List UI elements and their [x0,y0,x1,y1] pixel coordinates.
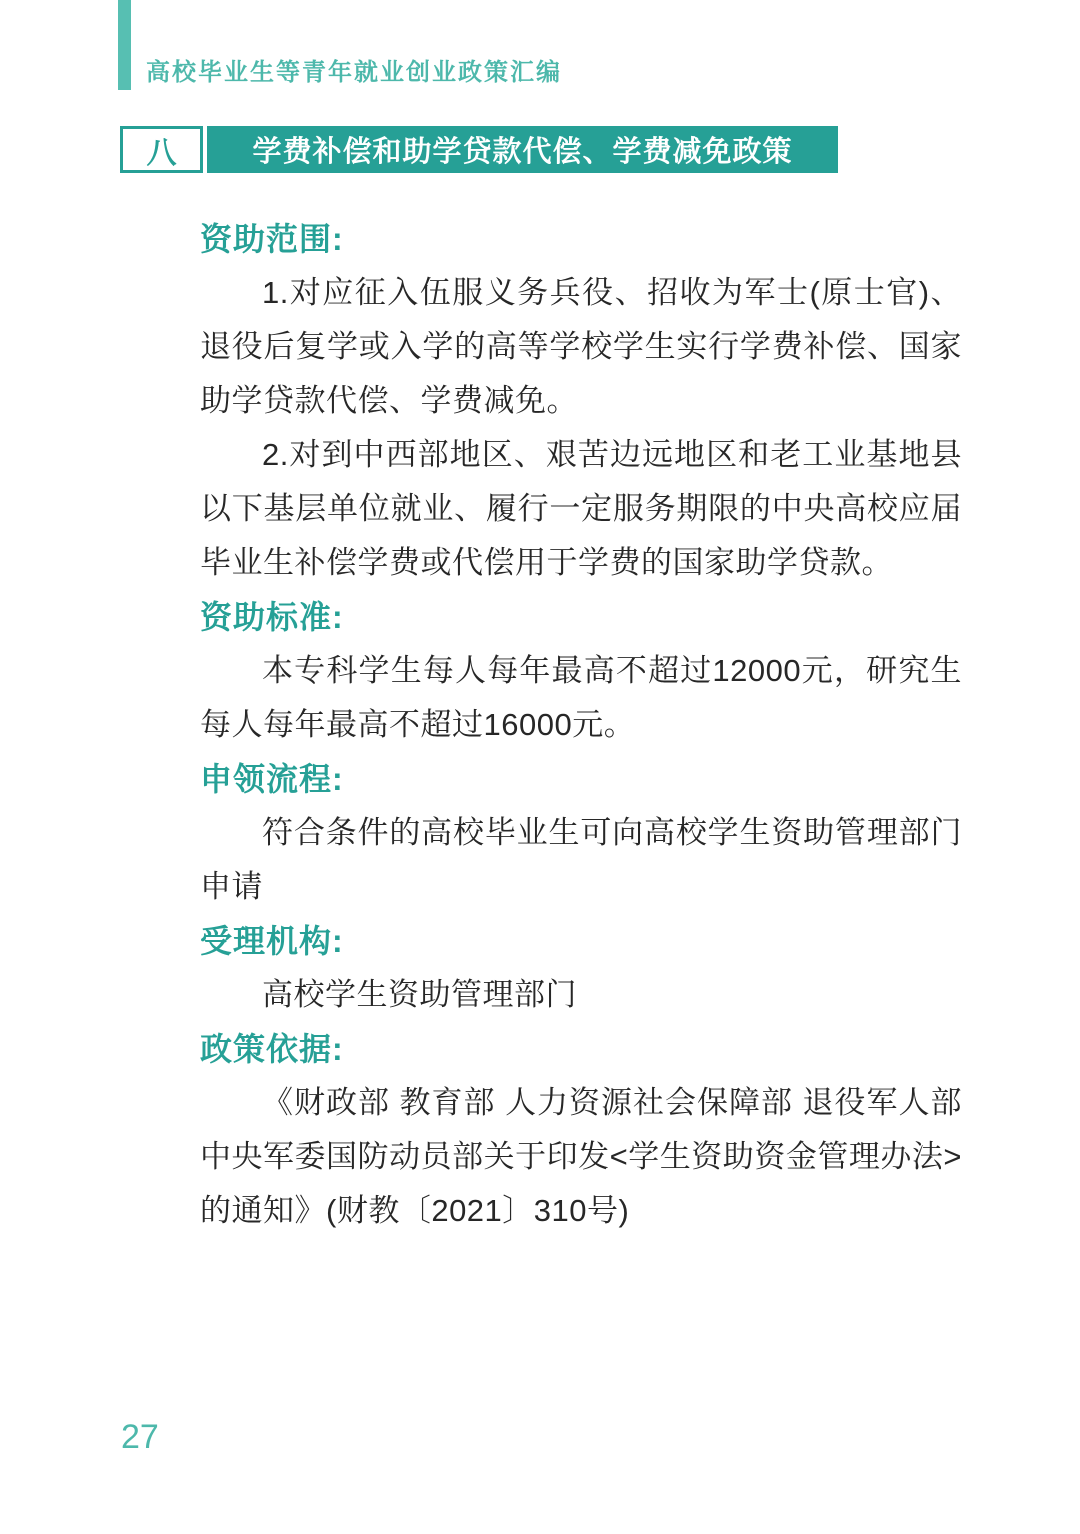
section-heading-application-process: 申领流程: [200,761,344,797]
document-header-title: 高校毕业生等青年就业创业政策汇编 [146,59,562,86]
paragraph: 1.对应征入伍服义务兵役、招收为军士(原士官)、退役后复学或入学的高等学校学生实行学费补偿、国家助学贷款代偿、学费减免。 [200,275,962,418]
section-heading-funding-standard: 资助标准: [200,599,344,635]
paragraph: 《财政部 教育部 人力资源社会保障部 退役军人部 中央军委国防动员部关于印发<学生资助资金管理办法>的通知》(财教〔2021〕310号) [200,1085,962,1228]
paragraph: 2.对到中西部地区、艰苦边远地区和老工业基地县以下基层单位就业、履行一定服务期限的中央高校应届毕业生补偿学费或代偿用于学费的国家助学贷款。 [200,437,962,580]
header-accent-bar [118,0,131,90]
page-number: 27 [121,1418,159,1456]
section-heading-accepting-agency: 受理机构: [200,923,344,959]
paragraph: 符合条件的高校毕业生可向高校学生资助管理部门申请 [200,815,962,904]
paragraph: 本专科学生每人每年最高不超过12000元，研究生每人每年最高不超过16000元。 [200,653,962,742]
paragraph: 高校学生资助管理部门 [262,977,577,1012]
section-number-box: 八 [120,126,203,173]
section-banner [120,126,838,173]
section-heading-policy-basis: 政策依据: [200,1031,344,1067]
section-heading-funding-scope: 资助范围: [200,221,344,257]
policy-content [200,212,962,1238]
section-title-bar: 学费补偿和助学贷款代偿、学费减免政策 [207,126,838,173]
